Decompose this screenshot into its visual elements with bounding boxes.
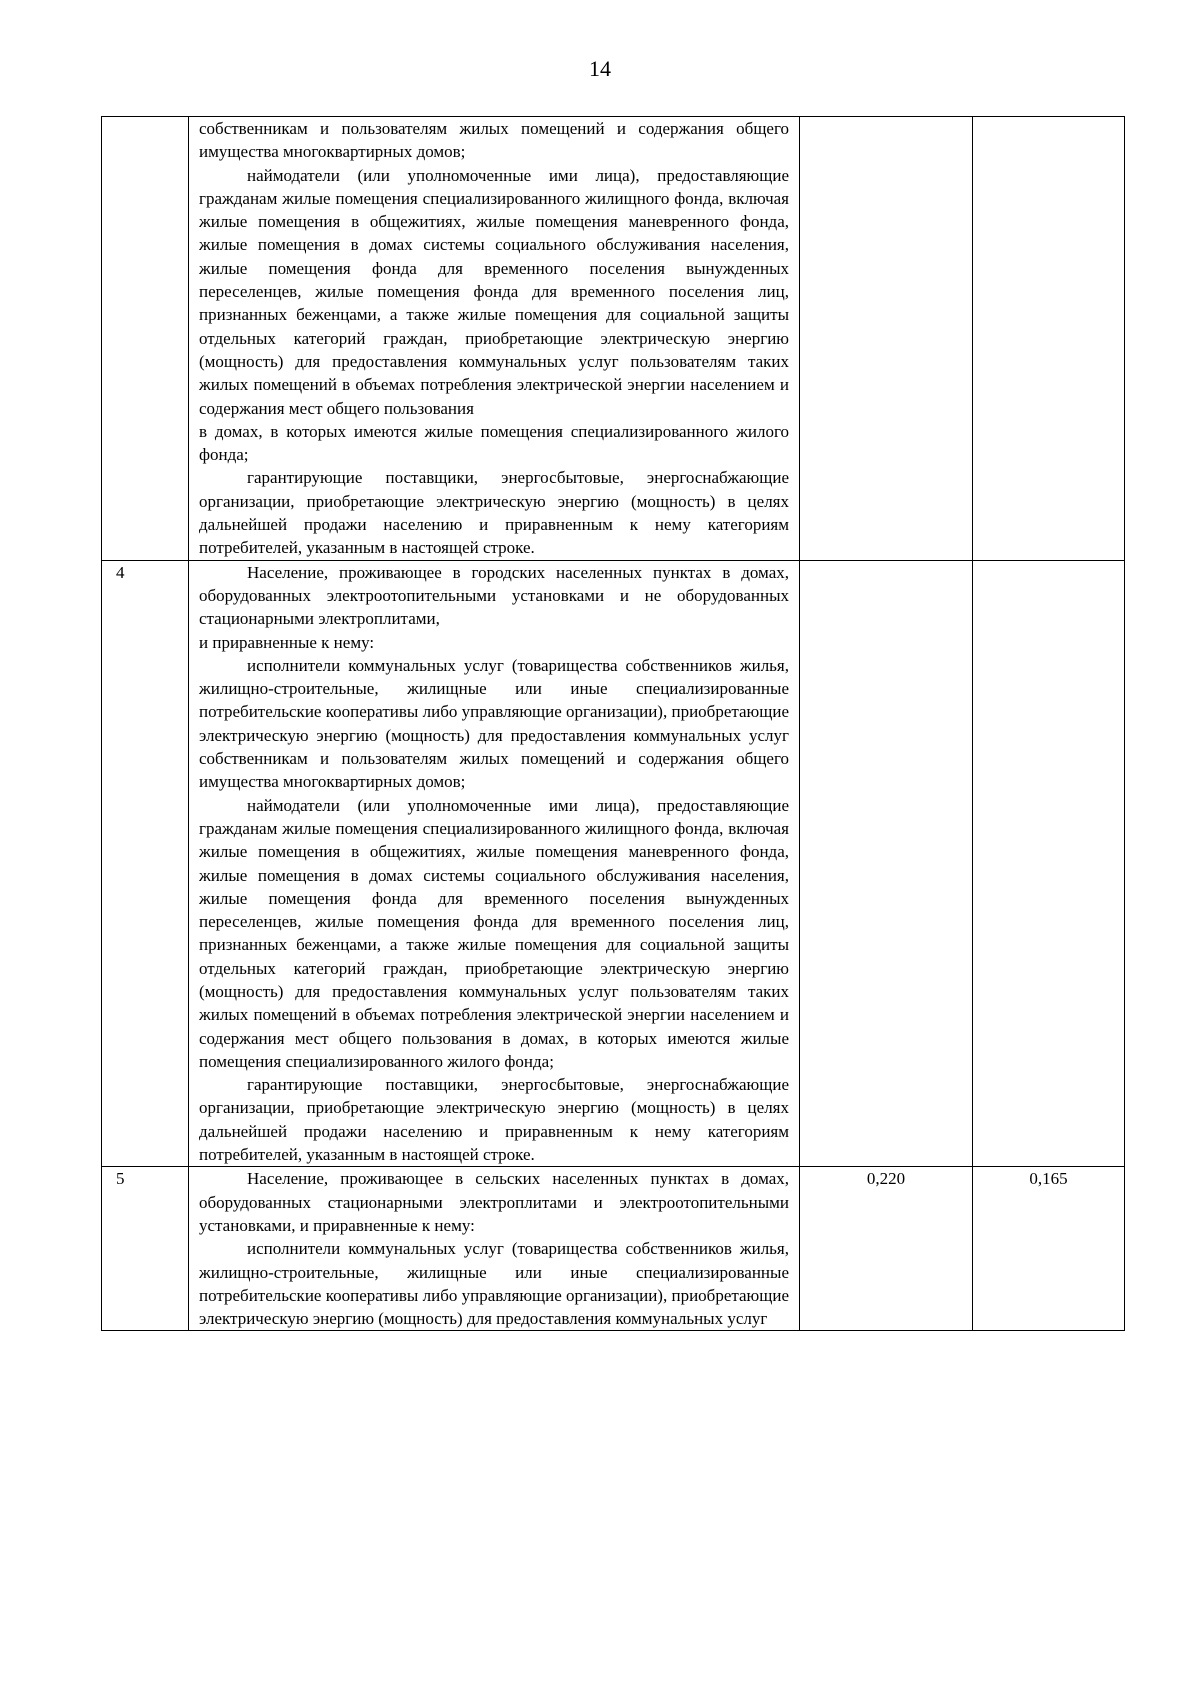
row-value-1 [800, 560, 973, 1167]
paragraph: исполнители коммунальных услуг (товарищества собственников жилья, жилищно-строительные, жилищные или иные специализированные потребительские кооперативы либо управляющие организации), приобретающие электрическую энергию (мощность) для предоставления коммунальных услуг [199, 1239, 789, 1329]
row-value-1 [800, 117, 973, 561]
paragraph: в домах, в которых имеются жилые помещения специализированного жилого фонда; [199, 421, 789, 465]
paragraph: Население, проживающее в сельских населенных пунктах в домах, оборудованных стационарными электроплитами и электроотопительными установками, и приравненные к нему: [199, 1169, 789, 1235]
paragraph: и приравненные к нему: [199, 632, 375, 652]
row-description [189, 1167, 800, 1331]
paragraph: исполнители коммунальных услуг (товарищества собственников жилья, жилищно-строительные, жилищные или иные специализированные потребительские кооперативы либо управляющие организации), приобретающие электрическую энергию (мощность) для предоставления коммунальных услуг собственникам и пользователям жилых помещений и содержания общего имущества многоквартирных домов; [199, 655, 789, 792]
paragraph: наймодатели (или уполномоченные ими лица), предоставляющие гражданам жилые помещения специализированного жилищного фонда, включая жилые помещения в общежитиях, жилые помещения маневренного фонда, жилые помещения в домах системы социального обслуживания населения, жилые помещения фонда для временного поселения вынужденных переселенцев, жилые помещения фонда для временного поселения лиц, признанных беженцами, а также жилые помещения для социальной защиты отдельных категорий граждан, приобретающие электрическую энергию (мощность) для предоставления коммунальных услуг пользователям таких жилых помещений в объемах потребления электрической энергии населением и содержания мест общего пользования в домах, в которых имеются жилые помещения специализированного жилого фонда; [199, 795, 789, 1071]
paragraph: Население, проживающее в городских населенных пунктах в домах, оборудованных электроотопительными установками и не оборудованных стационарными электроплитами, [199, 562, 789, 629]
row-description [189, 560, 800, 1167]
paragraph: гарантирующие поставщики, энергосбытовые, энергоснабжающие организации, приобретающие электрическую энергию (мощность) в целях дальнейшей продажи населению и приравненным к нему категориям потребителей, указанным в настоящей строке. [199, 468, 789, 558]
paragraph: собственникам и пользователям жилых помещений и содержания общего имущества многоквартирных домов; [199, 119, 789, 162]
row-description [189, 117, 800, 561]
row-number: 4 [102, 560, 189, 1167]
paragraph: гарантирующие поставщики, энергосбытовые, энергоснабжающие организации, приобретающие электрическую энергию (мощность) в целях дальнейшей продажи населению и приравненным к нему категориям потребителей, указанным в настоящей строке. [199, 1075, 789, 1165]
row-value-2 [973, 117, 1125, 561]
row-number: 5 [102, 1167, 189, 1331]
row-value-2 [973, 560, 1125, 1167]
paragraph: наймодатели (или уполномоченные ими лица), предоставляющие гражданам жилые помещения специализированного жилищного фонда, включая жилые помещения в общежитиях, жилые помещения маневренного фонда, жилые помещения в домах системы социального обслуживания населения, жилые помещения фонда для временного поселения вынужденных переселенцев, жилые помещения фонда для временного поселения лиц, признанных беженцами, а также жилые помещения для социальной защиты отдельных категорий граждан, приобретающие электрическую энергию (мощность) для предоставления коммунальных услуг пользователям таких жилых помещений в объемах потребления электрической энергии населением и содержания мест общего пользования [199, 165, 789, 418]
table-row [102, 117, 1125, 561]
row-number [102, 117, 189, 561]
page-number: 14 [589, 56, 611, 81]
row-value-2: 0,165 [973, 1167, 1125, 1331]
table-row [102, 560, 1125, 1167]
tariff-table [101, 116, 1125, 1331]
table-row [102, 1167, 1125, 1331]
row-value-1: 0,220 [800, 1167, 973, 1331]
